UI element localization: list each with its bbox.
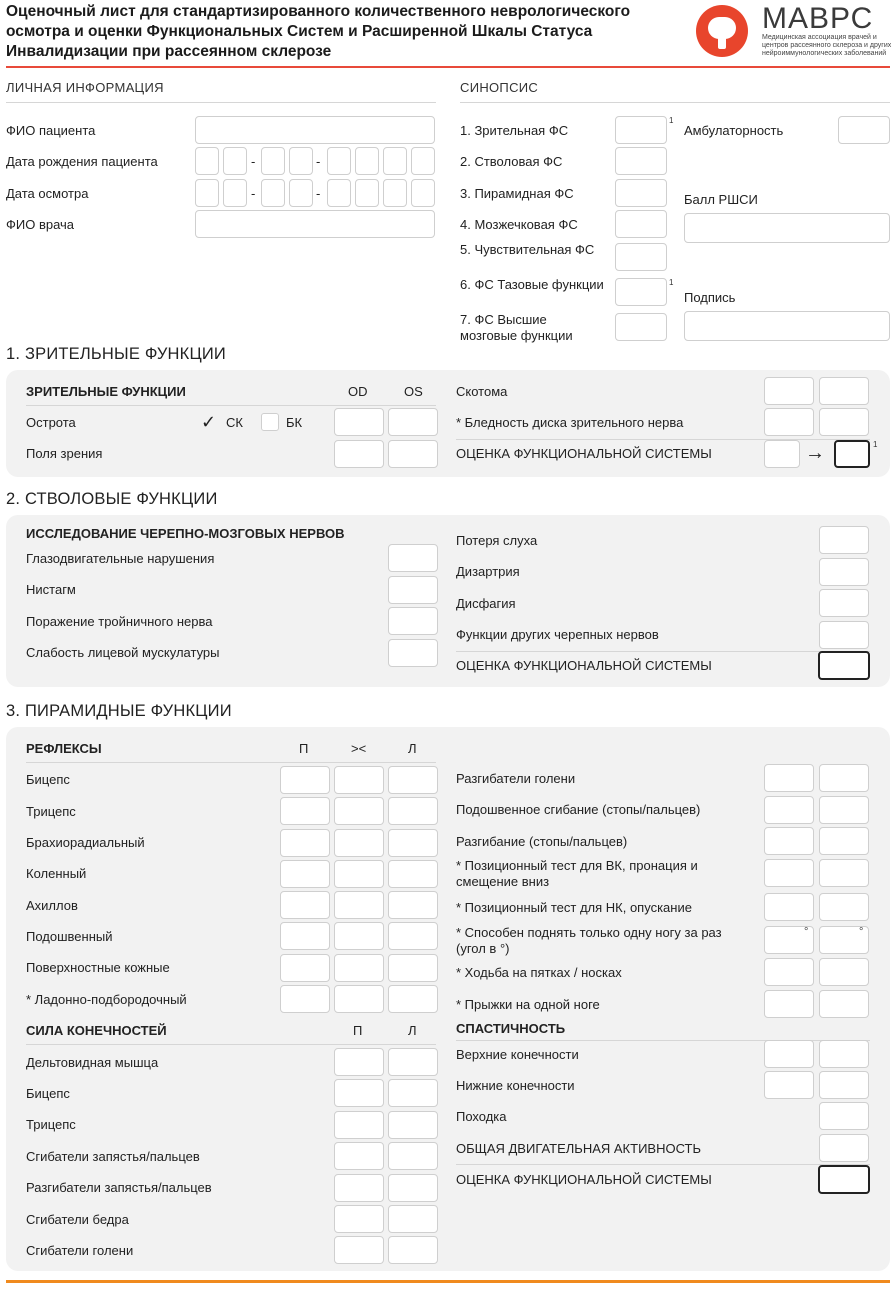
cerebral-fs-input[interactable] <box>615 313 667 341</box>
brainstem-item: Поражение тройничного нерва <box>26 614 213 629</box>
birth-year-digit-3[interactable] <box>383 147 407 175</box>
motor-activity-label: ОБЩАЯ ДВИГАТЕЛЬНАЯ АКТИВНОСТЬ <box>456 1141 702 1156</box>
doctor-name-input[interactable] <box>195 210 435 238</box>
reflex-right-input[interactable] <box>280 766 330 794</box>
reflex-label: Брахиорадиальный <box>26 835 145 850</box>
exam-year-digit-4[interactable] <box>411 179 435 207</box>
exam-year-digit-3[interactable] <box>383 179 407 207</box>
fields-od-input[interactable] <box>334 440 384 468</box>
exam-date-label: Дата осмотра <box>6 186 89 201</box>
pyramidal-right-input[interactable] <box>764 764 814 792</box>
synopsis-item: 2. Стволовая ФС <box>460 154 563 169</box>
spasticity-label: Верхние конечности <box>456 1047 579 1062</box>
brainstem-fs-input[interactable] <box>615 147 667 175</box>
reflex-label: Трицепс <box>26 804 76 819</box>
form-title: Оценочный лист для стандартизированного количественного неврологического осмотра и оценки Функциональных Систем и Расширенной Шкалы Статуса Инвалидизации при рассеянном склерозе <box>6 3 631 60</box>
birth-year-digit-1[interactable] <box>327 147 351 175</box>
brainstem-fs-score-input[interactable] <box>818 651 870 680</box>
left-column-header: Л <box>408 1023 417 1038</box>
arrow-right-icon: → <box>805 442 825 464</box>
strength-right-input[interactable] <box>334 1111 384 1139</box>
pyramidal-right-label: * Ходьба на пятках / носках <box>456 965 622 980</box>
spasticity-heading: СПАСТИЧНОСТЬ <box>456 1021 566 1036</box>
doctor-name-label: ФИО врача <box>6 217 75 232</box>
strength-right-input[interactable] <box>334 1174 384 1202</box>
reflex-label: Бицепс <box>26 772 70 787</box>
bk-label: БК <box>286 415 303 430</box>
pyramidal-left-input[interactable] <box>819 958 869 986</box>
cranial-nerves-subheading: ИССЛЕДОВАНИЕ ЧЕРЕПНО-МОЗГОВЫХ НЕРВОВ <box>26 526 345 541</box>
pyramidal-left-input[interactable] <box>819 827 869 855</box>
divider <box>456 1164 870 1165</box>
degree-mark: ° <box>859 926 864 938</box>
signature-label: Подпись <box>684 290 736 305</box>
visual-section-title: 1. ЗРИТЕЛЬНЫЕ ФУНКЦИИ <box>6 345 226 363</box>
logo-subtitle: Медицинская ассоциация врачей и центров рассеянного склероза и других нейроиммунологических заболеваний <box>762 34 892 57</box>
brainstem-item: Нистагм <box>26 582 76 597</box>
reflex-right-input[interactable] <box>280 829 330 857</box>
pyramidal-fs-score-input[interactable] <box>818 1165 870 1194</box>
brainstem-right-input[interactable] <box>819 526 869 554</box>
reflex-left-input[interactable] <box>388 766 438 794</box>
date-separator: - <box>251 154 256 169</box>
strength-heading: СИЛА КОНЕЧНОСТЕЙ <box>26 1023 167 1038</box>
synopsis-item: 3. Пирамидная ФС <box>460 186 574 201</box>
birth-month-digit-1[interactable] <box>261 147 285 175</box>
scotoma-od-input[interactable] <box>764 377 814 405</box>
edss-input[interactable] <box>684 213 890 243</box>
divider <box>26 1044 436 1045</box>
visual-fs-input[interactable] <box>615 116 667 144</box>
reflex-left-input[interactable] <box>388 985 438 1013</box>
exam-day-digit-2[interactable] <box>223 179 247 207</box>
pyramidal-right-input[interactable] <box>764 990 814 1018</box>
spasticity-right-input[interactable] <box>764 1040 814 1068</box>
reflex-left-input[interactable] <box>388 829 438 857</box>
patient-name-label: ФИО пациента <box>6 123 96 138</box>
brainstem-item: Слабость лицевой мускулатуры <box>26 645 220 660</box>
footer-divider <box>6 1280 890 1283</box>
brainstem-right-input[interactable] <box>819 589 869 617</box>
reflex-right-input[interactable] <box>280 891 330 919</box>
reflex-compare-input[interactable] <box>334 860 384 888</box>
pyramidal-right-label: Подошвенное сгибание (стопы/пальцев) <box>456 802 701 817</box>
gait-input[interactable] <box>819 1102 869 1130</box>
pyramidal-left-input[interactable] <box>819 893 869 921</box>
right-column-header: П <box>299 741 309 756</box>
strength-label: Дельтовидная мышца <box>26 1055 159 1070</box>
pyramidal-left-input[interactable] <box>819 796 869 824</box>
ambulatory-label: Амбулаторность <box>684 123 784 138</box>
brainstem-item: Потеря слуха <box>456 533 538 548</box>
visual-fields-label: Поля зрения <box>26 446 103 461</box>
visual-fs-score-label: ОЦЕНКА ФУНКЦИОНАЛЬНОЙ СИСТЕМЫ <box>456 446 712 461</box>
date-separator: - <box>251 186 256 201</box>
brainstem-left-input[interactable] <box>388 639 438 667</box>
reflex-left-input[interactable] <box>388 797 438 825</box>
reflex-left-input[interactable] <box>388 922 438 950</box>
pallor-os-input[interactable] <box>819 408 869 436</box>
visual-subheading: ЗРИТЕЛЬНЫЕ ФУНКЦИИ <box>26 384 186 399</box>
pyramidal-left-input[interactable] <box>819 859 869 887</box>
divider <box>6 102 436 103</box>
synopsis-heading: СИНОПСИС <box>460 80 539 95</box>
reflex-compare-input[interactable] <box>334 985 384 1013</box>
exam-month-digit-1[interactable] <box>261 179 285 207</box>
pyramidal-fs-input[interactable] <box>615 179 667 207</box>
reflex-left-input[interactable] <box>388 891 438 919</box>
footnote-mark: 1 <box>669 116 674 125</box>
strength-right-input[interactable] <box>334 1142 384 1170</box>
pyramidal-section-title: 3. ПИРАМИДНЫЕ ФУНКЦИИ <box>6 702 232 720</box>
reflex-right-input[interactable] <box>280 954 330 982</box>
logo-name: МАВРС <box>762 2 874 35</box>
exam-year-digit-1[interactable] <box>327 179 351 207</box>
scotoma-os-input[interactable] <box>819 377 869 405</box>
strength-label: Сгибатели голени <box>26 1243 134 1258</box>
birth-year-digit-4[interactable] <box>411 147 435 175</box>
date-separator: - <box>316 154 321 169</box>
visual-fs-raw-input[interactable] <box>764 440 800 468</box>
reflex-right-input[interactable] <box>280 797 330 825</box>
pyramidal-right-label: Разгибание (стопы/пальцев) <box>456 834 628 849</box>
divider <box>460 102 890 103</box>
reflex-label: Ахиллов <box>26 898 78 913</box>
bowel-bladder-fs-input[interactable] <box>615 278 667 306</box>
patient-name-input[interactable] <box>195 116 435 144</box>
reflex-label: Поверхностные кожные <box>26 960 170 975</box>
spasticity-left-input[interactable] <box>819 1040 869 1068</box>
birth-day-digit-2[interactable] <box>223 147 247 175</box>
mavrs-logo-icon <box>696 5 748 57</box>
reflex-right-input[interactable] <box>280 922 330 950</box>
strength-left-input[interactable] <box>388 1079 438 1107</box>
pyramidal-right-input[interactable] <box>764 827 814 855</box>
reflex-left-input[interactable] <box>388 954 438 982</box>
fields-os-input[interactable] <box>388 440 438 468</box>
pyramidal-left-input[interactable] <box>819 764 869 792</box>
exam-month-digit-2[interactable] <box>289 179 313 207</box>
reflex-label: Коленный <box>26 866 87 881</box>
edss-label: Балл РШСИ <box>684 192 758 207</box>
strength-label: Трицепс <box>26 1117 76 1132</box>
brainstem-fs-score-label: ОЦЕНКА ФУНКЦИОНАЛЬНОЙ СИСТЕМЫ <box>456 658 712 673</box>
pyramidal-left-input[interactable] <box>819 990 869 1018</box>
acuity-label: Острота <box>26 415 76 430</box>
pyramidal-right-label: * Способен поднять только одну ногу за раз (угол в °) <box>456 925 722 956</box>
pyramidal-right-input[interactable] <box>764 893 814 921</box>
brainstem-right-input[interactable] <box>819 558 869 586</box>
pyramidal-fs-score-label: ОЦЕНКА ФУНКЦИОНАЛЬНОЙ СИСТЕМЫ <box>456 1172 712 1187</box>
ambulatory-input[interactable] <box>838 116 890 144</box>
signature-input[interactable] <box>684 311 890 341</box>
divider <box>26 762 436 763</box>
birth-month-digit-2[interactable] <box>289 147 313 175</box>
strength-right-input[interactable] <box>334 1205 384 1233</box>
date-separator: - <box>316 186 321 201</box>
brainstem-item: Глазодвигательные нарушения <box>26 551 215 566</box>
synopsis-item: 5. Чувствительная ФС <box>460 242 595 257</box>
synopsis-item: 7. ФС Высшие мозговые функции <box>460 312 573 343</box>
exam-year-digit-2[interactable] <box>355 179 379 207</box>
bk-checkbox[interactable] <box>261 413 279 431</box>
brainstem-right-input[interactable] <box>819 621 869 649</box>
od-column-header: OD <box>348 384 368 399</box>
synopsis-item: 6. ФС Тазовые функции <box>460 277 604 292</box>
reflex-compare-input[interactable] <box>334 922 384 950</box>
reflex-compare-input[interactable] <box>334 766 384 794</box>
visual-fs-converted-input[interactable] <box>834 440 870 468</box>
strength-left-input[interactable] <box>388 1048 438 1076</box>
personal-heading: ЛИЧНАЯ ИНФОРМАЦИЯ <box>6 80 164 95</box>
brainstem-item: Дисфагия <box>456 596 516 611</box>
synopsis-item: 4. Мозжечковая ФС <box>460 217 578 232</box>
header-divider <box>6 66 890 68</box>
pyramidal-right-input[interactable] <box>764 958 814 986</box>
strength-label: Разгибатели запястья/пальцев <box>26 1180 212 1195</box>
os-column-header: OS <box>404 384 423 399</box>
spasticity-right-input[interactable] <box>764 1071 814 1099</box>
pyramidal-right-label: * Прыжки на одной ноге <box>456 997 600 1012</box>
compare-column-header: >< <box>351 741 367 756</box>
pyramidal-right-label: Разгибатели голени <box>456 771 576 786</box>
acuity-os-input[interactable] <box>388 408 438 436</box>
brainstem-item: Дизартрия <box>456 564 520 579</box>
strength-left-input[interactable] <box>388 1142 438 1170</box>
synopsis-item: 1. Зрительная ФС <box>460 123 569 138</box>
brainstem-left-input[interactable] <box>388 607 438 635</box>
reflexes-heading: РЕФЛЕКСЫ <box>26 741 102 756</box>
footnote-mark: 1 <box>669 278 674 287</box>
birth-day-digit-1[interactable] <box>195 147 219 175</box>
birth-date-label: Дата рождения пациента <box>6 154 158 169</box>
reflex-label: Подошвенный <box>26 929 113 944</box>
divider <box>26 405 436 406</box>
motor-activity-input[interactable] <box>819 1134 869 1162</box>
reflex-right-input[interactable] <box>280 860 330 888</box>
sk-label: СК <box>226 415 243 430</box>
divider <box>456 651 870 652</box>
exam-day-digit-1[interactable] <box>195 179 219 207</box>
strength-left-input[interactable] <box>388 1111 438 1139</box>
brainstem-section-title: 2. СТВОЛОВЫЕ ФУНКЦИИ <box>6 490 218 508</box>
sensory-fs-input[interactable] <box>615 243 667 271</box>
strength-left-input[interactable] <box>388 1236 438 1264</box>
reflex-label: * Ладонно-подбородочный <box>26 992 187 1007</box>
pallor-od-input[interactable] <box>764 408 814 436</box>
scotoma-label: Скотома <box>456 384 508 399</box>
strength-left-input[interactable] <box>388 1174 438 1202</box>
strength-label: Сгибатели бедра <box>26 1212 129 1227</box>
pyramidal-right-input[interactable] <box>764 859 814 887</box>
right-column-header: П <box>353 1023 363 1038</box>
pyramidal-right-label: * Позиционный тест для НК, опускание <box>456 900 692 915</box>
left-column-header: Л <box>408 741 417 756</box>
reflex-compare-input[interactable] <box>334 797 384 825</box>
reflex-compare-input[interactable] <box>334 829 384 857</box>
strength-right-input[interactable] <box>334 1236 384 1264</box>
pyramidal-right-label: * Позиционный тест для ВК, пронация и смещение вниз <box>456 858 698 889</box>
reflex-compare-input[interactable] <box>334 954 384 982</box>
reflex-left-input[interactable] <box>388 860 438 888</box>
degree-mark: ° <box>804 926 809 938</box>
sk-checkbox[interactable]: ✓ <box>201 412 217 432</box>
pyramidal-right-input[interactable] <box>764 796 814 824</box>
birth-year-digit-2[interactable] <box>355 147 379 175</box>
strength-label: Сгибатели запястья/пальцев <box>26 1149 200 1164</box>
brainstem-left-input[interactable] <box>388 576 438 604</box>
gait-label: Походка <box>456 1109 507 1124</box>
spasticity-left-input[interactable] <box>819 1071 869 1099</box>
cerebellar-fs-input[interactable] <box>615 210 667 238</box>
pallor-label: * Бледность диска зрительного нерва <box>456 415 684 430</box>
strength-right-input[interactable] <box>334 1048 384 1076</box>
spasticity-label: Нижние конечности <box>456 1078 575 1093</box>
acuity-od-input[interactable] <box>334 408 384 436</box>
strength-left-input[interactable] <box>388 1205 438 1233</box>
brainstem-item: Функции других черепных нервов <box>456 627 659 642</box>
reflex-right-input[interactable] <box>280 985 330 1013</box>
brainstem-left-input[interactable] <box>388 544 438 572</box>
footnote-mark: 1 <box>873 440 878 449</box>
strength-right-input[interactable] <box>334 1079 384 1107</box>
strength-label: Бицепс <box>26 1086 70 1101</box>
reflex-compare-input[interactable] <box>334 891 384 919</box>
